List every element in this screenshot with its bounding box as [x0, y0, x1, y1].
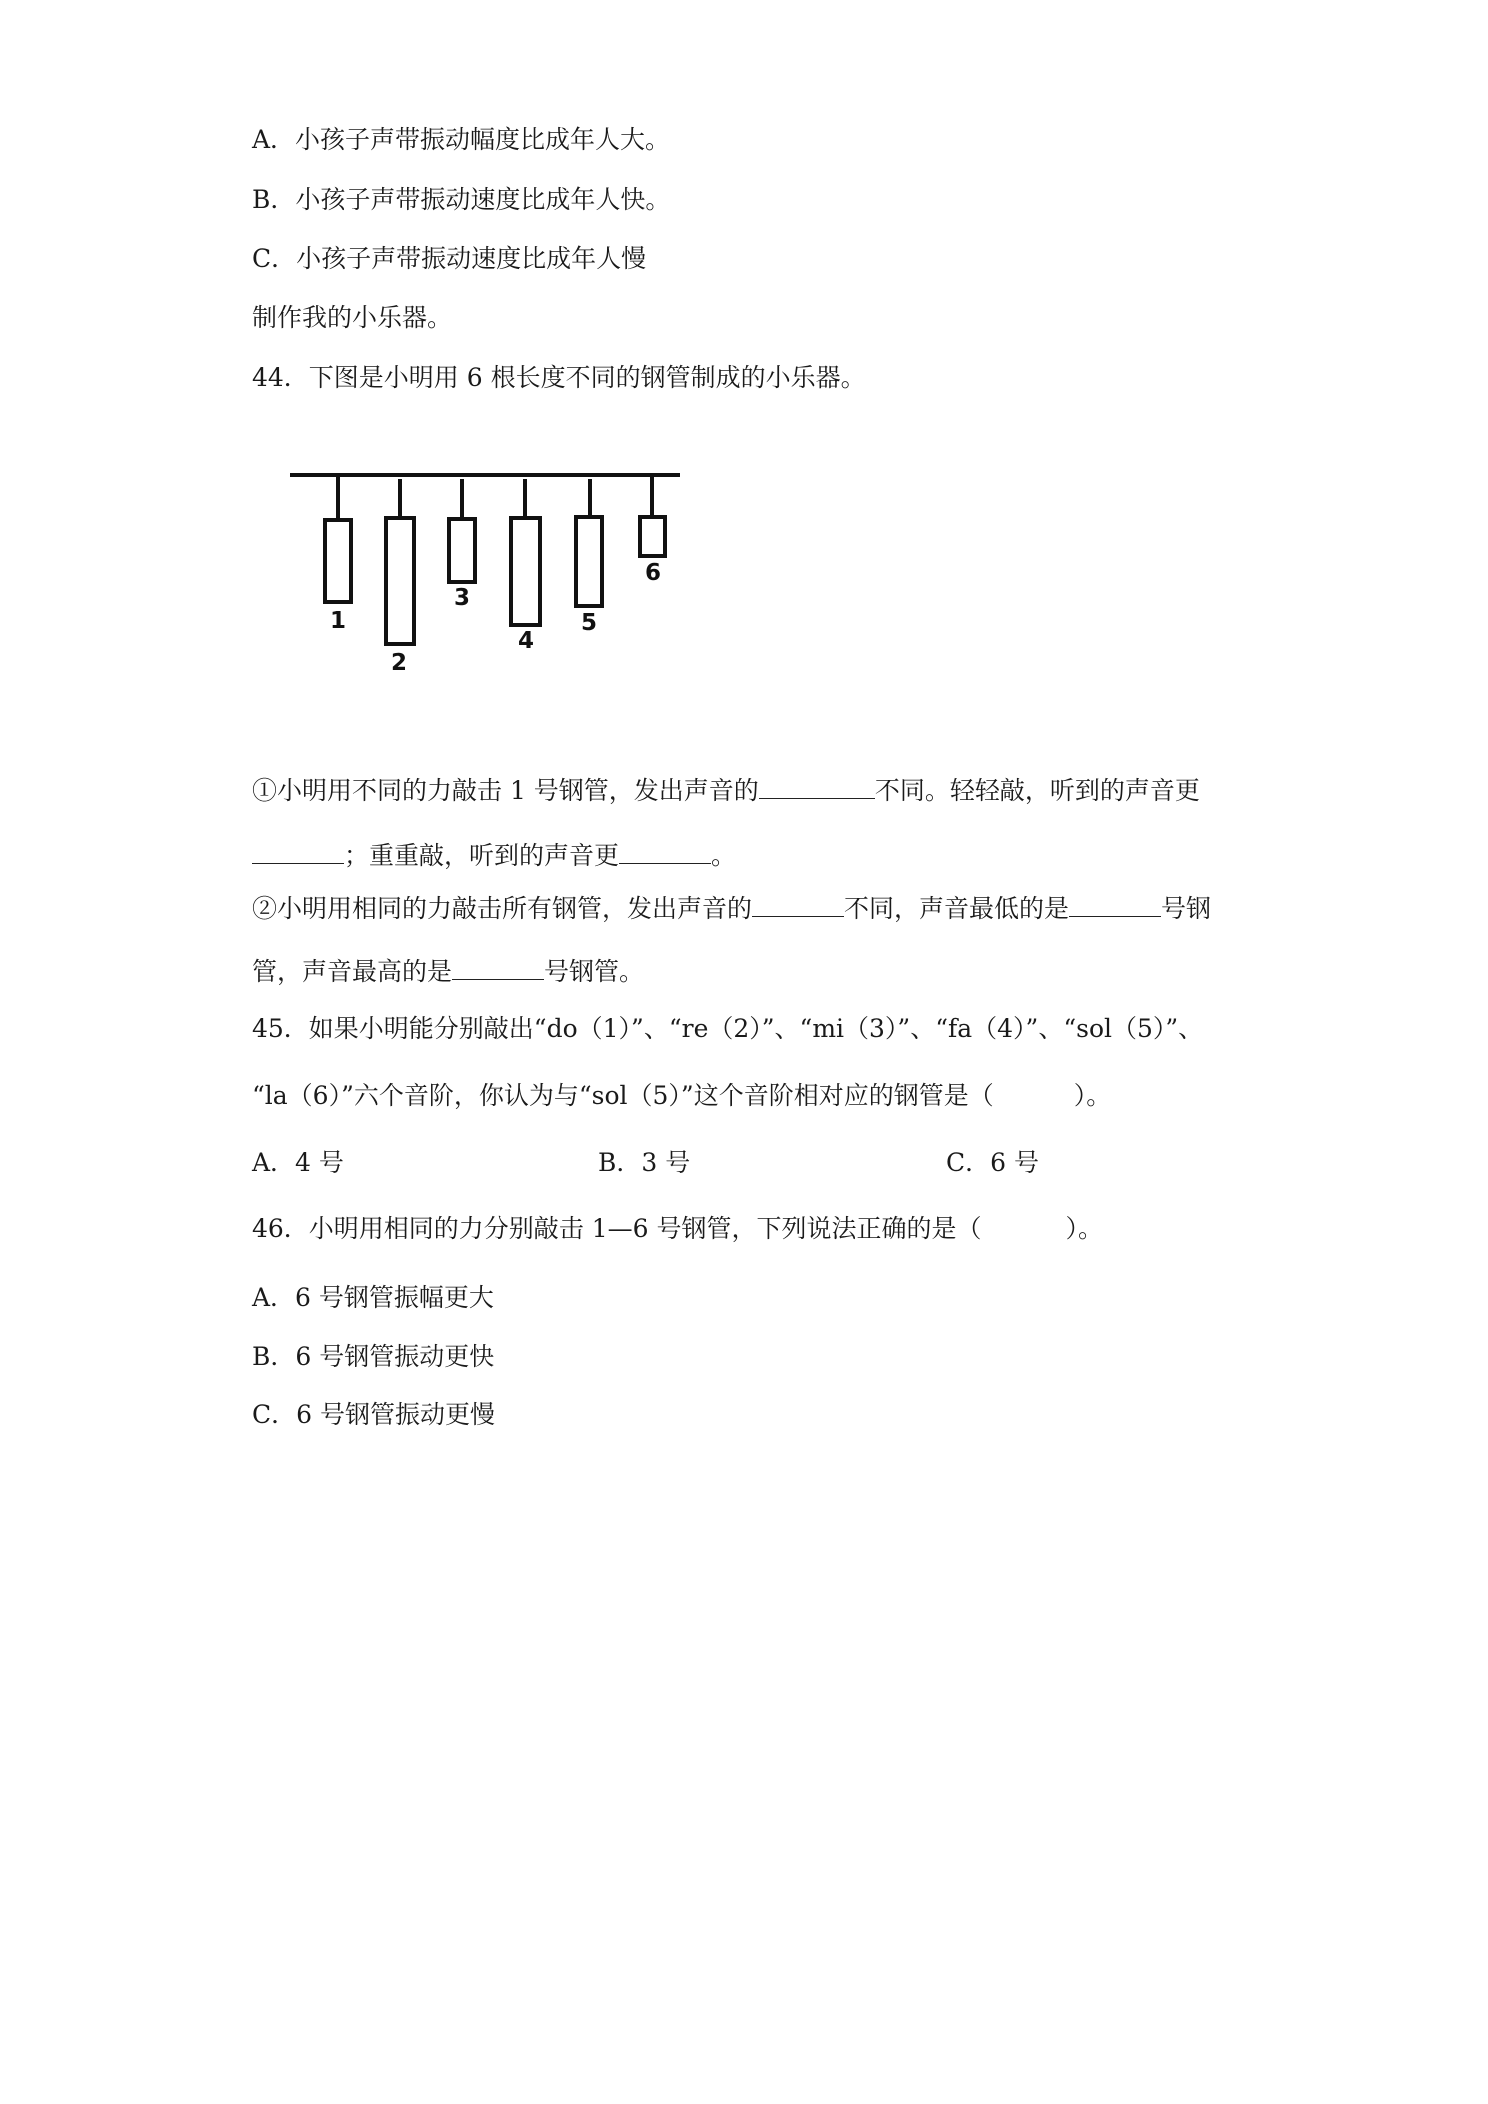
pipe-3: [449, 519, 475, 582]
pipe-5: [576, 517, 602, 606]
question-44-part2-line2: 管，声音最高的是 号钢管。: [252, 957, 645, 986]
option-b: B．小孩子声带振动速度比成年人快。: [252, 185, 671, 214]
q45-option-a[interactable]: A．4 号: [252, 1148, 344, 1177]
q46-option-b[interactable]: B．6 号钢管振动更快: [252, 1342, 495, 1371]
question-44-part1-line2: ；重重敲，听到的声音更 。: [252, 839, 736, 873]
option-a: A．小孩子声带振动幅度比成年人大。: [252, 125, 671, 154]
pipe-label-5: 5: [581, 610, 598, 636]
question-46-stem: 46．小明用相同的力分别敲击 1—6 号钢管，下列说法正确的是（ ）。: [252, 1214, 1104, 1243]
steel-pipe-instrument-figure: [280, 455, 700, 685]
answer-blank[interactable]: [759, 774, 875, 799]
question-44-part1-line1: ①小明用不同的力敲击 1 号钢管，发出声音的 不同。轻轻敲，听到的声音更: [252, 776, 1200, 805]
pipe-label-3: 3: [454, 585, 471, 611]
pipe-label-2: 2: [391, 650, 408, 676]
question-45-line2: “la（6）”六个音阶，你认为与“sol（5）”这个音阶相对应的钢管是（ ）。: [252, 1081, 1112, 1110]
q45-option-c[interactable]: C．6 号: [946, 1148, 1039, 1177]
q46-option-a[interactable]: A．6 号钢管振幅更大: [252, 1283, 494, 1312]
answer-blank[interactable]: [1069, 892, 1161, 917]
answer-blank[interactable]: [452, 955, 544, 980]
option-c: C．小孩子声带振动速度比成年人慢: [252, 244, 647, 273]
question-44-stem: 44．下图是小明用 6 根长度不同的钢管制成的小乐器。: [252, 363, 866, 392]
answer-blank[interactable]: [252, 839, 344, 864]
pipe-label-1: 1: [330, 608, 347, 634]
q45-option-b[interactable]: B．3 号: [598, 1148, 691, 1177]
answer-blank[interactable]: [752, 892, 844, 917]
question-45-line1: 45．如果小明能分别敲出“do（1）”、“re（2）”、“mi（3）”、“fa（4）”、“sol（5）”、: [252, 1014, 1204, 1043]
pipe-label-6: 6: [645, 560, 662, 586]
pipe-1: [325, 520, 351, 602]
pipe-2: [386, 518, 414, 644]
question-44-part2-line1: ②小明用相同的力敲击所有钢管，发出声音的 不同，声音最低的是 号钢: [252, 894, 1212, 923]
answer-blank[interactable]: [619, 839, 711, 864]
q46-option-c[interactable]: C．6 号钢管振动更慢: [252, 1400, 495, 1429]
section-title: 制作我的小乐器。: [252, 303, 453, 332]
pipe-label-4: 4: [518, 628, 535, 654]
pipe-6: [640, 517, 665, 556]
pipe-4: [511, 518, 540, 625]
